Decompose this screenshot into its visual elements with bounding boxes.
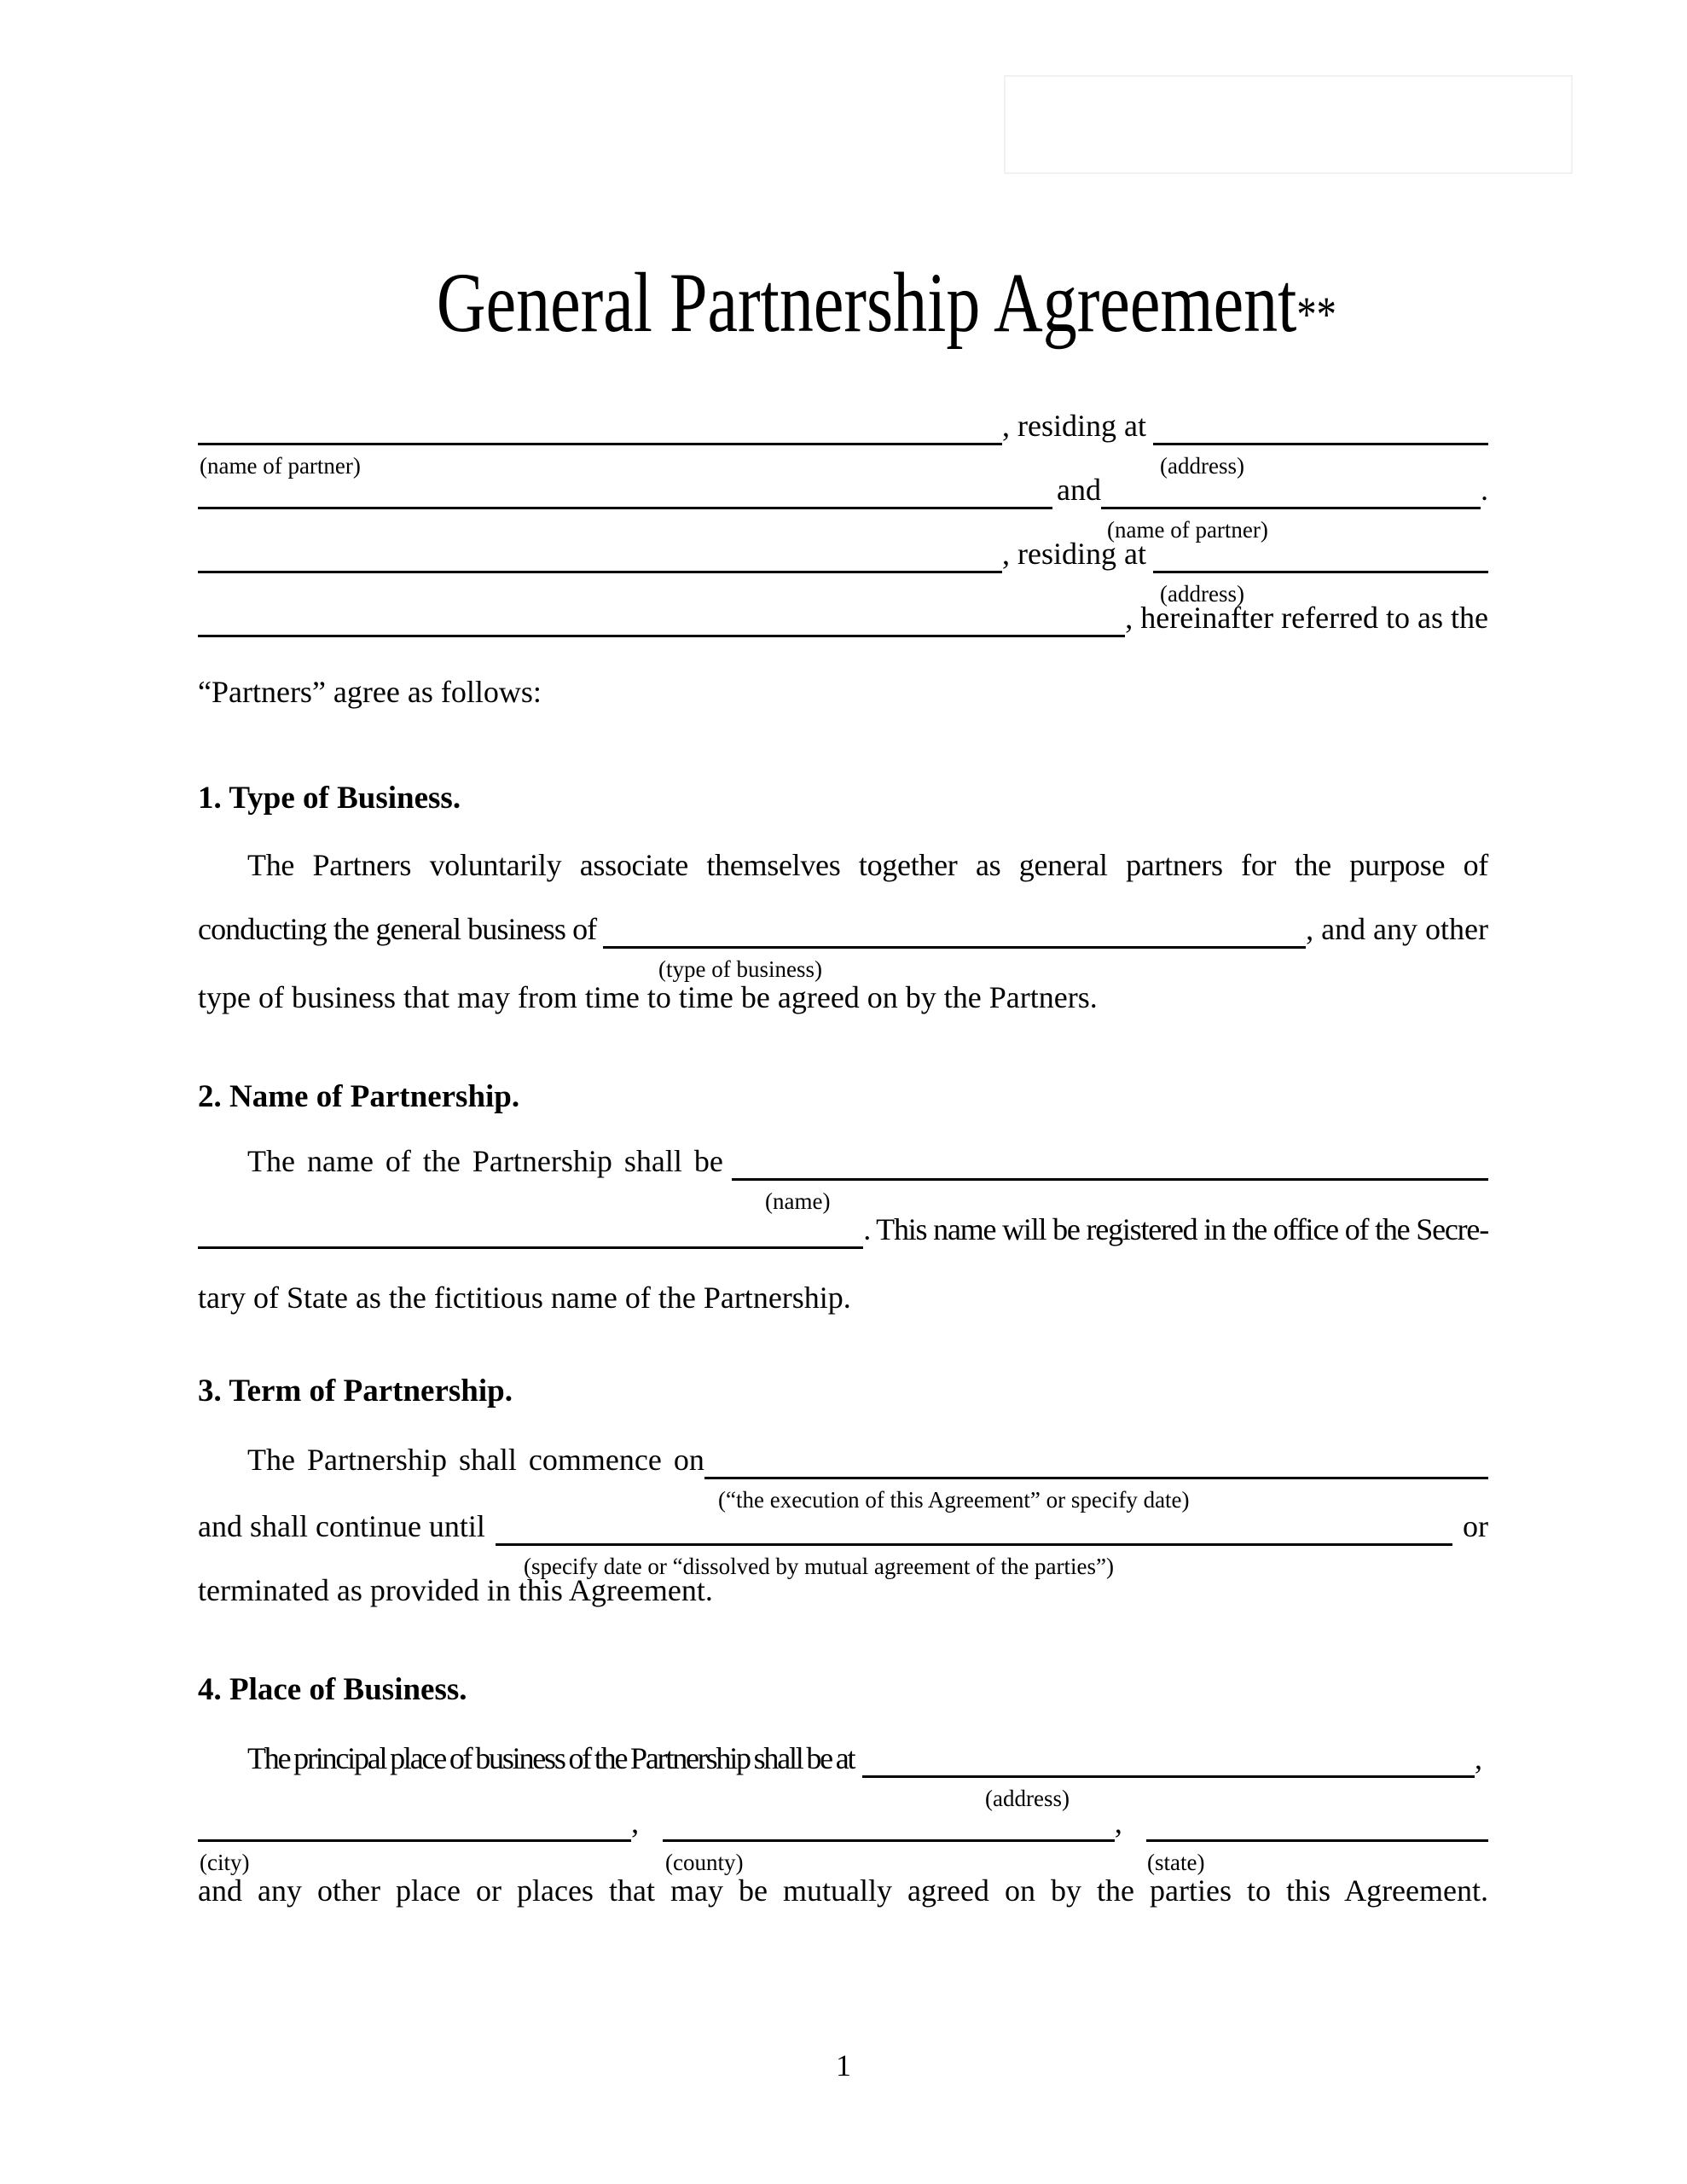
state-blank xyxy=(1146,1803,1488,1842)
section3-line2-post: or xyxy=(1463,1509,1488,1543)
document-title-inner xyxy=(437,256,1336,362)
county-blank xyxy=(663,1803,1115,1842)
section4-line1 xyxy=(247,1739,1482,1778)
and-text: and xyxy=(1057,473,1101,507)
city-county-separator: , xyxy=(631,1805,640,1839)
partner2-address-blank xyxy=(1153,534,1488,573)
name-label: (name) xyxy=(765,1188,831,1214)
section3-heading: 3. Term of Partnership. xyxy=(198,1374,513,1409)
section1-heading: 1. Type of Business. xyxy=(198,781,461,816)
address-label-2: (address) xyxy=(1160,581,1244,607)
section2-line1-pre: The name of the Partnership shall be xyxy=(247,1144,723,1178)
address-label-1: (address) xyxy=(1160,453,1244,479)
business-address-blank xyxy=(862,1739,1475,1778)
intro-row-4 xyxy=(198,598,1488,637)
section4-line2 xyxy=(198,1803,1488,1842)
section2-line2 xyxy=(198,1210,1488,1249)
continuation-hint-label: (specify date or “dissolved by mutual agreement of the parties”) xyxy=(524,1554,1114,1579)
section3-line3: terminated as provided in this Agreement. xyxy=(198,1573,713,1607)
name-of-partner-label-2: (name of partner) xyxy=(1107,517,1268,543)
section3-line1 xyxy=(247,1440,1488,1479)
section1-line2-pre: conducting the general business of xyxy=(198,912,597,946)
partner2-name-blank xyxy=(1101,470,1481,509)
residing-at-text-1: , residing at xyxy=(1002,409,1146,443)
section3-line1-pre: The Partnership shall commence on xyxy=(247,1443,704,1477)
section1-line1: The Partners voluntarily associate themselves together as general partners for the purpose of xyxy=(247,848,1488,882)
section1-line3: type of business that may from time to time be agreed on by the Partners. xyxy=(198,980,1098,1014)
section4-heading: 4. Place of Business. xyxy=(198,1672,467,1707)
section1-line2-post: , and any other xyxy=(1306,912,1488,946)
title-footnote-mark: ** xyxy=(1296,287,1336,342)
partnership-name-continuation-blank xyxy=(198,1210,863,1249)
section2-line3: tary of State as the fictitious name of the Partnership. xyxy=(198,1281,851,1315)
intro-row-3 xyxy=(198,534,1488,573)
partners-agree-text: “Partners” agree as follows: xyxy=(198,675,542,709)
period-text: . xyxy=(1481,473,1488,507)
section3-line2-pre: and shall continue until xyxy=(198,1509,485,1543)
residing-at-text-2: , residing at xyxy=(1002,537,1146,571)
section3-line2 xyxy=(198,1507,1488,1546)
address-continuation-blank xyxy=(198,470,1052,509)
section4-line1-post: , xyxy=(1475,1741,1482,1775)
scan-artifact-box xyxy=(1004,75,1573,174)
page-number: 1 xyxy=(836,2048,851,2082)
partner2-address-continuation-blank xyxy=(198,598,1125,637)
name-of-partner-label-1: (name of partner) xyxy=(200,453,361,479)
hereinafter-text: , hereinafter referred to as the xyxy=(1125,601,1488,635)
city-label: (city) xyxy=(200,1850,250,1875)
section4-line1-pre: The principal place of business of the Partnership shall be at xyxy=(247,1741,855,1775)
intro-row-1 xyxy=(198,406,1488,445)
partner1-name-blank xyxy=(198,406,1002,445)
section1-line2 xyxy=(198,909,1488,949)
continuation-date-blank xyxy=(496,1507,1452,1546)
county-state-separator: , xyxy=(1114,1805,1122,1839)
address-label-3: (address) xyxy=(985,1786,1070,1811)
section4-line3: and any other place or places that may be mutually agreed on by the parties to this Agreement. xyxy=(198,1873,1488,1908)
county-label: (county) xyxy=(665,1850,744,1875)
intro-row-2 xyxy=(198,470,1488,509)
type-of-business-label: (type of business) xyxy=(658,956,822,982)
section2-line1 xyxy=(247,1141,1488,1181)
commencement-hint-label: (“the execution of this Agreement” or specify date) xyxy=(718,1487,1190,1513)
commencement-date-blank xyxy=(704,1440,1488,1479)
section2-heading: 2. Name of Partnership. xyxy=(198,1079,520,1114)
partner2-name-continuation-blank xyxy=(198,534,1002,573)
partner1-address-blank xyxy=(1153,406,1488,445)
title-text: General Partnership Agreement xyxy=(436,255,1297,350)
partnership-name-blank xyxy=(732,1141,1488,1181)
type-of-business-blank xyxy=(603,909,1306,949)
state-label: (state) xyxy=(1147,1850,1205,1875)
section2-line2-post: . This name will be registered in the office of the Secre- xyxy=(863,1212,1488,1246)
city-blank xyxy=(198,1803,631,1842)
